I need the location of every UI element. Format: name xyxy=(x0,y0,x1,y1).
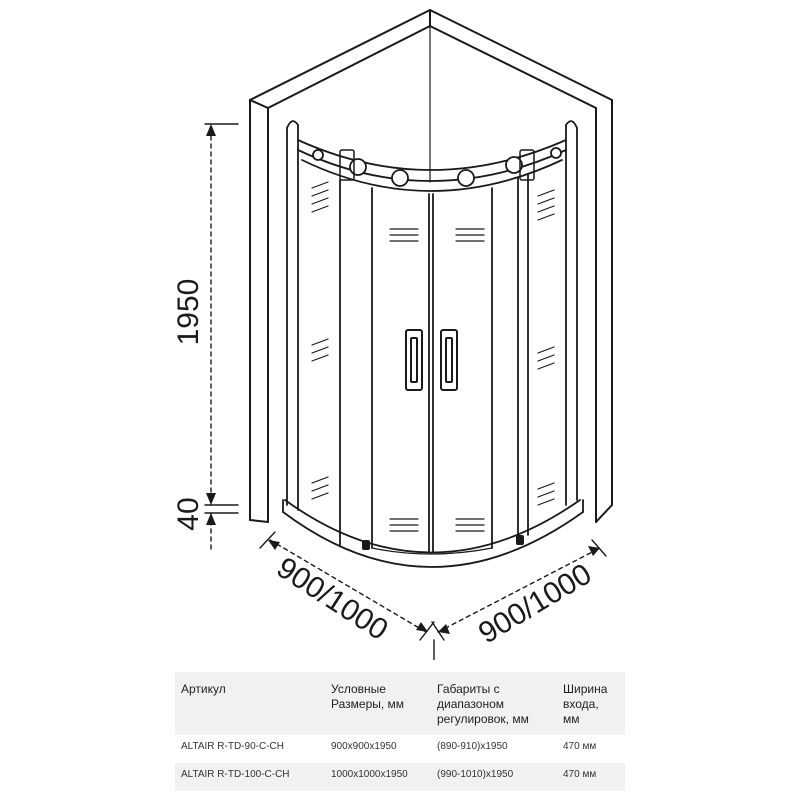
right-side-panel xyxy=(566,121,577,505)
table-row xyxy=(175,763,625,791)
left-width-label: 900/1000 xyxy=(270,551,394,647)
header-entry-width: Ширина входа, мм xyxy=(563,682,608,726)
door-handles xyxy=(406,330,457,390)
left-side-panel xyxy=(287,121,298,510)
sliding-doors xyxy=(340,175,528,554)
cell-article: ALTAIR R-TD-100-C-CH xyxy=(181,769,290,780)
cell-nominal-size: 900x900x1950 xyxy=(331,741,397,752)
top-rail xyxy=(298,140,566,191)
header-article: Артикул xyxy=(181,682,226,696)
spec-table-header xyxy=(175,672,625,735)
cell-adjustment-range: (990-1010)x1950 xyxy=(437,769,514,780)
height-dimension-line xyxy=(205,124,238,550)
cell-nominal-size: 1000x1000x1950 xyxy=(331,769,408,780)
rail-brackets xyxy=(340,150,534,180)
header-nominal-size: Условные Размеры, мм xyxy=(331,682,405,711)
cell-adjustment-range: (890-910)x1950 xyxy=(437,741,508,752)
corner-walls xyxy=(250,10,612,522)
cell-entry-width: 470 мм xyxy=(563,741,597,752)
base-height-label: 40 xyxy=(172,497,205,531)
header-adjustment-range: Габариты с диапазоном регулировок, мм xyxy=(437,682,529,726)
cell-entry-width: 470 мм xyxy=(563,769,597,780)
table-row xyxy=(175,735,625,763)
cell-article: ALTAIR R-TD-90-C-CH xyxy=(181,741,284,752)
height-label: 1950 xyxy=(172,278,205,346)
right-width-label: 900/1000 xyxy=(472,557,598,651)
spec-table xyxy=(175,672,625,791)
